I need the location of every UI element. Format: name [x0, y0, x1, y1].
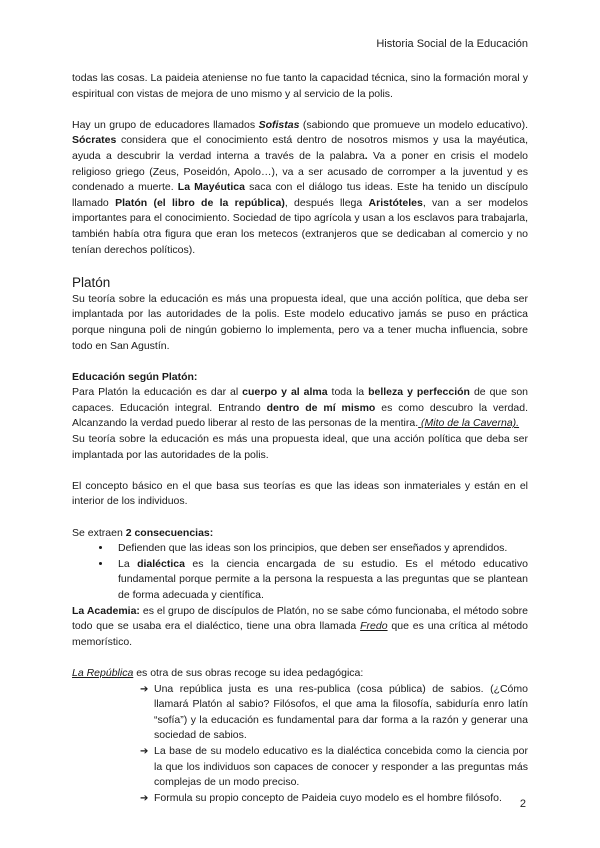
educacion-paragraph-2: Su teoría sobre la educación es más una propuesta ideal, que una acción política que deba ser implantada por las autoridades de la polis. — [72, 433, 528, 461]
list-item — [112, 557, 528, 604]
text-run: es el grupo de discípulos de Platón, no se sabe cómo funcionaba, el método sobre todo que se usaba era el dialéctico, tiene una obra llamada — [72, 604, 528, 633]
text-run: Se extraen — [72, 526, 126, 539]
text-run: (sabiondo que promueve un modelo educativo). — [299, 118, 528, 131]
consecuencias-term: 2 consecuencias: — [125, 526, 214, 539]
page-content — [72, 71, 528, 806]
consecuencias-intro — [72, 526, 528, 542]
text-run: Una república justa es una res-publica (cosa pública) de sabios. (¿Cómo llamará Platón al sabio? Filósofos, el que ama la filosofía, sabiduría enro latín “sofía”) y la educación es fundamental para dar forma a la razón y generar una sociedad de sabios. — [154, 682, 528, 742]
text-run: Para Platón la educación es dar al — [72, 386, 243, 399]
text-run: Va a poner en crisis el modelo religioso griego (Zeus, Poseidón, Apolo…), va a ser acusado de corromper a la juventud y es condenado a muerte. — [72, 149, 528, 194]
platon-paragraph: Su teoría sobre la educación es más una propuesta ideal, que una acción política, que deba ser implantada por las autoridades de la polis. Este modelo educativo jamás se puso en práctica porque ninguna poli de ningún gobierno lo implementa, pero va a tener mucha influencia, sobre todo en San Agustín. — [72, 292, 528, 352]
arrow-icon: ➔ — [140, 683, 149, 695]
text-run: Formula su propio concepto de Paideia cuyo modelo es el hombre filósofo. — [154, 791, 502, 804]
text-run: que es una crítica al método memorístico. — [72, 620, 528, 648]
sofistas-term: Sofistas — [258, 118, 300, 131]
text-run: toda la — [327, 386, 369, 399]
sofistas-paragraph — [72, 118, 528, 258]
concepto-paragraph: El concepto básico en el que basa sus teorías es que las ideas son inmateriales y están en el interior de los individuos. — [72, 479, 528, 508]
republica-list — [72, 682, 528, 807]
dentro-term: dentro de mí mismo — [266, 401, 376, 414]
list-item: • Defienden que las ideas son los principios, que deben ser enseñados y aprendidos. — [112, 541, 528, 557]
text-run: es otra de sus obras recoge su idea pedagógica: — [133, 666, 364, 679]
text-run: La base de su modelo educativo es la dialéctica concebida como la ciencia por la que los individuos son capaces de conocer y responder a las preguntas más complejas de un modo preciso. — [154, 744, 528, 789]
educacion-heading — [72, 370, 528, 386]
republica-intro — [72, 666, 528, 682]
text-run: , van a ser modelos importantes para el conocimiento. Sociedad de tipo agrícola y usan a los esclavos para trabajarla, también había otra figura que eran los metecos (extranjeros que se dedicaban al comercio y no tenían derechos políticos). — [72, 196, 528, 256]
academia-term: La Academia: — [72, 604, 140, 617]
mayeutica-term: La Mayéutica — [177, 181, 245, 194]
platon-heading: Platón — [72, 274, 111, 290]
intro-paragraph: todas las cosas. La paideia ateniense no fue tanto la capacidad técnica, sino la formación moral y espiritual con vistas de mejora de uno mismo y al servicio de la polis. — [72, 72, 528, 100]
text-run: Hay un grupo de educadores llamados — [72, 118, 259, 131]
educacion-paragraph — [72, 385, 528, 432]
text-run: es la ciencia encargada de su estudio. Es el método educativo fundamental porque permite a la persona la respuesta a las preguntas que se plantean de forma adecuada y científica. — [118, 557, 528, 601]
list-item — [140, 791, 528, 807]
arrow-icon: ➔ — [140, 792, 149, 804]
cuerpo-alma-term: cuerpo y al alma — [242, 386, 328, 399]
list-item — [140, 682, 528, 744]
aristoteles-term: Aristóteles — [368, 196, 423, 209]
page-number: 2 — [519, 798, 526, 810]
mito-caverna-link[interactable]: (Mito de la Caverna). — [418, 417, 520, 430]
text-run: saca con el diálogo tus ideas. Este ha tenido un discípulo llamado — [72, 181, 528, 209]
educacion-heading-text: Educación según Platón: — [72, 370, 198, 383]
fredo-link[interactable]: Fredo — [360, 620, 388, 633]
bold-period: . — [364, 149, 368, 162]
platon-term: Platón (el libro de la república) — [115, 196, 285, 209]
consecuencias-list — [72, 541, 528, 603]
text-run: de que son capaces. Educación integral. Entrando — [72, 386, 528, 414]
academia-paragraph — [72, 604, 528, 651]
text-run: considera que el conocimiento está dentro de nosotros mismos y usa la mayéutica, ayuda a descubrir la verdad interna a través de la palabra — [72, 134, 528, 162]
page-header: Historia Social de la Educación — [376, 38, 528, 50]
arrow-icon: ➔ — [140, 745, 149, 757]
text-run: es como descubro la verdad. Alcanzando la verdad puedo liberar al resto de las personas de la mentira. — [72, 401, 529, 430]
text-run: , después llega — [284, 196, 369, 209]
la-republica-link[interactable]: La República — [72, 666, 134, 679]
text-run: La — [118, 557, 138, 570]
dialectica-term: dialéctica — [137, 557, 185, 570]
belleza-term: belleza y perfección — [368, 386, 470, 399]
socrates-term: Sócrates — [72, 134, 117, 147]
list-item — [140, 744, 528, 791]
